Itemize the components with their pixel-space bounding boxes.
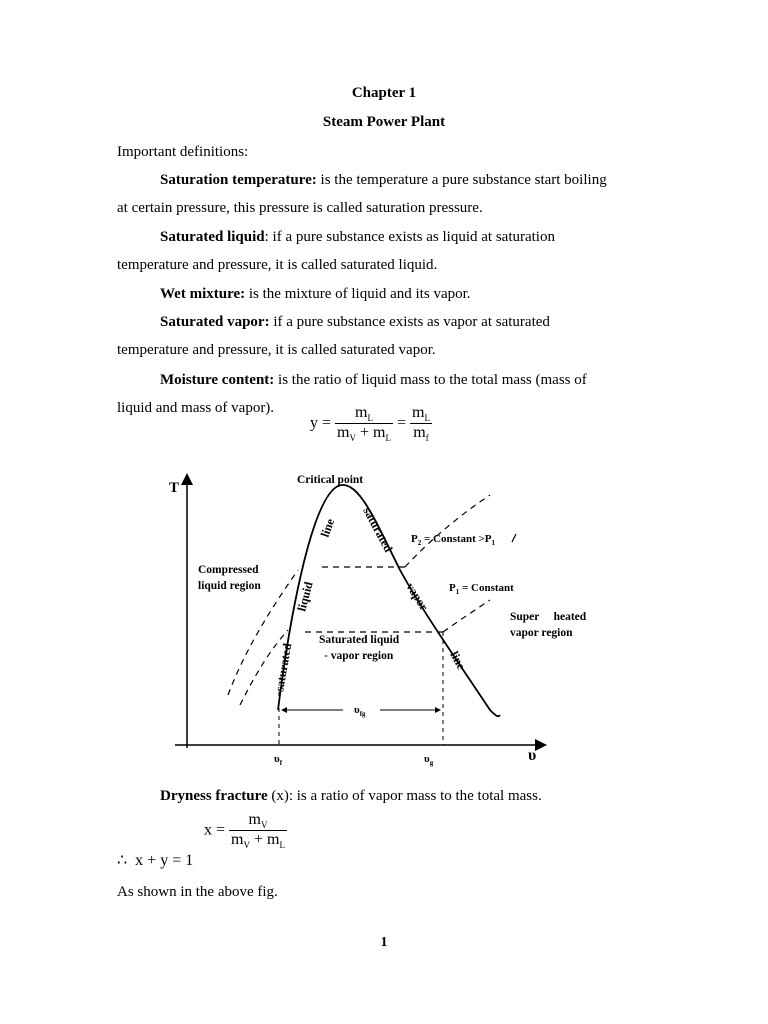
definition-text: is the mixture of liquid and its vapor. (245, 286, 471, 302)
fraction-2: $\frac{m_L}{m_f}$ (411, 404, 430, 444)
term: Saturation temperature: (160, 172, 317, 188)
eq-lhs: y = (310, 414, 332, 432)
compressed-liquid-label: Compressed liquid region (198, 564, 261, 592)
sat-vapor-word-3: line (447, 648, 469, 672)
term: Saturated vapor: (160, 314, 270, 330)
sat-liquid-word-3: line (317, 516, 338, 540)
critical-point-label: Critical point (297, 474, 364, 486)
t-axis-label: T (169, 480, 180, 496)
fraction: $\frac{m_V}{m_V + m_L}$ (231, 811, 285, 851)
p2-label: $P_2$ = Constant $>P_1$ (411, 533, 496, 547)
mixture-region-label: Saturated liquid - vapor region (319, 634, 400, 662)
v-axis-label: υ (528, 747, 537, 764)
definition-cont: at certain pressure, this pressure is called saturation pressure. (117, 200, 483, 216)
definition-text: (x): is a ratio of vapor mass to the total mass. (267, 788, 542, 804)
sat-vapor-word-2: vapor (403, 580, 432, 614)
definition-saturated-liquid (117, 223, 652, 279)
p2-superheated-line (405, 495, 490, 567)
saturation-dome (278, 485, 500, 716)
p1-label: $P_1$ = Constant (449, 582, 514, 596)
definition-dryness-fraction (117, 782, 652, 810)
sat-liquid-word-2: liquid (294, 580, 316, 613)
page-number: 1 (380, 935, 388, 950)
sum-equation: ∴ x + y = 1 (117, 852, 194, 869)
definition-cont: liquid and mass of vapor). (117, 400, 275, 416)
term: Dryness fracture (160, 788, 268, 804)
superheated-vapor-label: Super heated vapor region (510, 611, 587, 639)
definition-saturated-vapor (117, 308, 652, 364)
term: Moisture content: (160, 372, 275, 388)
fraction-1: $\frac{m_L}{m_V + m_L}$ (337, 404, 391, 444)
term: Saturated liquid (160, 229, 265, 245)
definition-text: is the temperature a pure substance start boiling (316, 172, 607, 188)
eq-lhs: x = (204, 821, 226, 839)
tick-mark (512, 534, 516, 542)
moisture-equation (310, 404, 432, 443)
intro-text: Important definitions: (117, 144, 249, 160)
definition-saturation-temperature (117, 166, 652, 222)
chapter-label: Chapter 1 (351, 85, 417, 101)
footer-text: As shown in the above fig. (117, 884, 278, 900)
vfg-label: $\upsilon_{fg}$ (354, 704, 366, 718)
sat-vapor-word-1: saturated (360, 504, 396, 555)
page-title: Steam Power Plant (322, 114, 446, 130)
t-v-diagram (160, 460, 587, 780)
definition-text: is the ratio of liquid mass to the total mass (mass of (274, 372, 587, 388)
definition-text: if a pure substance exists as vapor at saturated (269, 314, 550, 330)
term: Wet mixture: (160, 286, 246, 302)
p1-superheated-line (443, 600, 490, 632)
definition-wet-mixture (117, 280, 652, 308)
eq-sign: = (396, 414, 406, 432)
vg-label: $\upsilon_g$ (424, 753, 434, 767)
sat-liquid-word-1: saturated (272, 642, 295, 693)
definition-text: : if a pure substance exists as liquid at saturation (264, 229, 555, 245)
definition-cont: temperature and pressure, it is called saturated vapor. (117, 342, 436, 358)
vf-label: $\upsilon_f$ (274, 753, 283, 767)
dryness-equation (204, 811, 287, 850)
definition-cont: temperature and pressure, it is called saturated liquid. (117, 257, 438, 273)
